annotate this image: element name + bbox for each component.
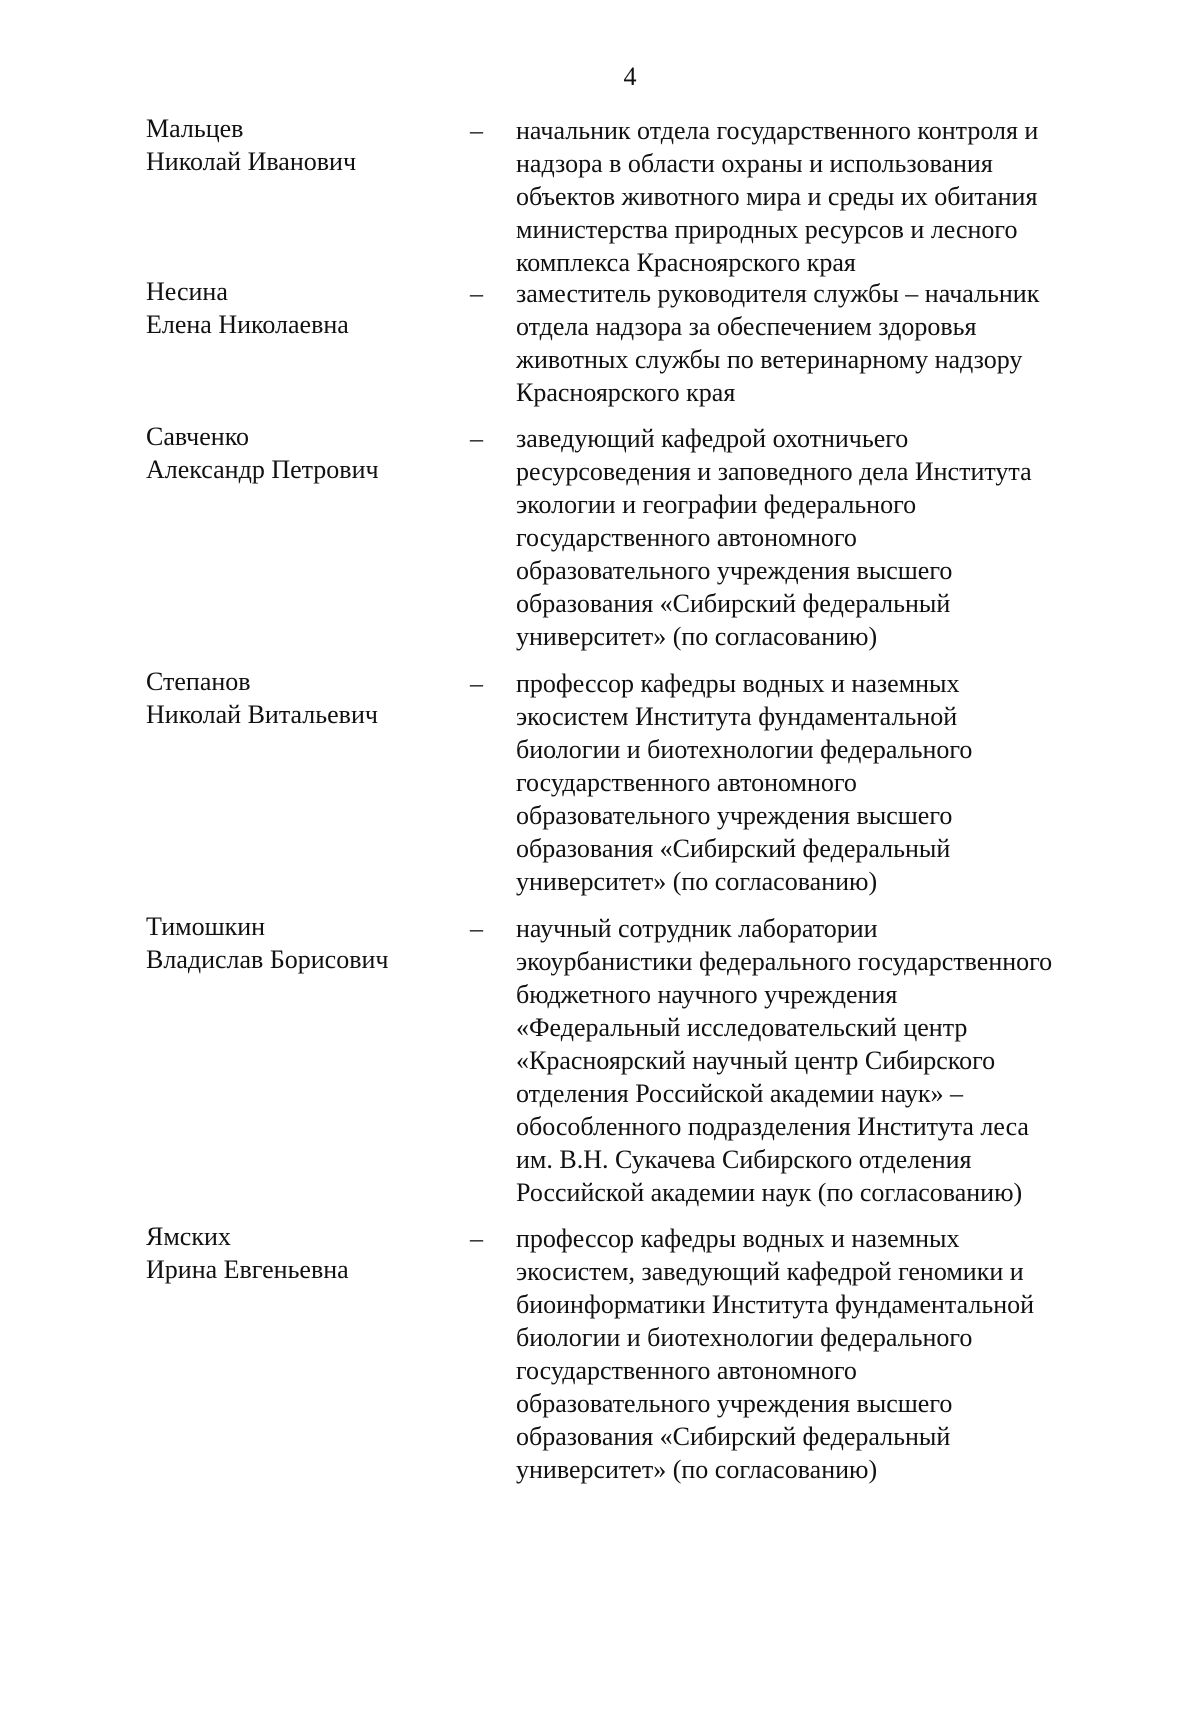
member-position: заведующий кафедрой охотничьего ресурсоведения и заповедного дела Института экологии и географии федерального государственного автономного образовательного учреждения высшего образования «Сибирский федеральный университет» (по согласованию) [516, 424, 1032, 651]
dash-separator: – [470, 1224, 483, 1253]
member-entry [0, 263, 1200, 408]
member-entry [0, 408, 1200, 653]
member-surname: Несина [146, 277, 228, 306]
member-surname: Степанов [146, 667, 251, 696]
member-name [146, 665, 446, 731]
dash-separator: – [470, 424, 483, 453]
member-given-names: Ирина Евгеньевна [146, 1255, 349, 1284]
member-given-names: Николай Витальевич [146, 700, 378, 729]
member-position: профессор кафедры водных и наземных экосистем, заведующий кафедрой геномики и биоинформатики Института фундаментальной биологии и биотехнологии федерального государственного автономного образовательного учреждения высшего образования «Сибирский федеральный университет» (по согласованию) [516, 1224, 1035, 1484]
member-given-names: Александр Петрович [146, 455, 379, 484]
dash-separator: – [470, 279, 483, 308]
member-name [146, 112, 446, 178]
member-given-names: Елена Николаевна [146, 310, 349, 339]
member-entry [0, 100, 1200, 277]
dash-separator: – [470, 669, 483, 698]
member-given-names: Николай Иванович [146, 147, 357, 176]
member-name [146, 1220, 446, 1286]
member-name [146, 275, 446, 341]
member-position: профессор кафедры водных и наземных экосистем Института фундаментальной биологии и биотехнологии федерального государственного автономного образовательного учреждения высшего образования «Сибирский федеральный университет» (по согласованию) [516, 669, 973, 896]
member-surname: Ямских [146, 1222, 231, 1251]
page-number: 4 [623, 62, 637, 91]
member-position: научный сотрудник лаборатории экоурбанистики федерального государственного бюджетного научного учреждения «Федеральный исследовательский центр «Красноярский научный центр Сибирского отделения Российской академии наук» – обособленного подразделения Института леса им. В.Н. Сукачева Сибирского отделения Российской академии наук (по согласованию) [516, 914, 1053, 1207]
member-entry [0, 1208, 1200, 1488]
member-surname: Савченко [146, 422, 250, 451]
member-name [146, 910, 446, 976]
member-surname: Мальцев [146, 114, 244, 143]
dash-separator: – [470, 914, 483, 943]
member-entry [0, 898, 1200, 1208]
member-entry [0, 653, 1200, 898]
member-surname: Тимошкин [146, 912, 266, 941]
member-position: начальник отдела государственного контроля и надзора в области охраны и использования объектов животного мира и среды их обитания министерства природных ресурсов и лесного комплекса Красноярского края [516, 116, 1039, 277]
member-name [146, 420, 446, 486]
dash-separator: – [470, 116, 483, 145]
member-list [0, 100, 1200, 1488]
member-given-names: Владислав Борисович [146, 945, 389, 974]
member-position: заместитель руководителя службы – начальник отдела надзора за обеспечением здоровья животных службы по ветеринарному надзору Красноярского края [516, 279, 1040, 407]
